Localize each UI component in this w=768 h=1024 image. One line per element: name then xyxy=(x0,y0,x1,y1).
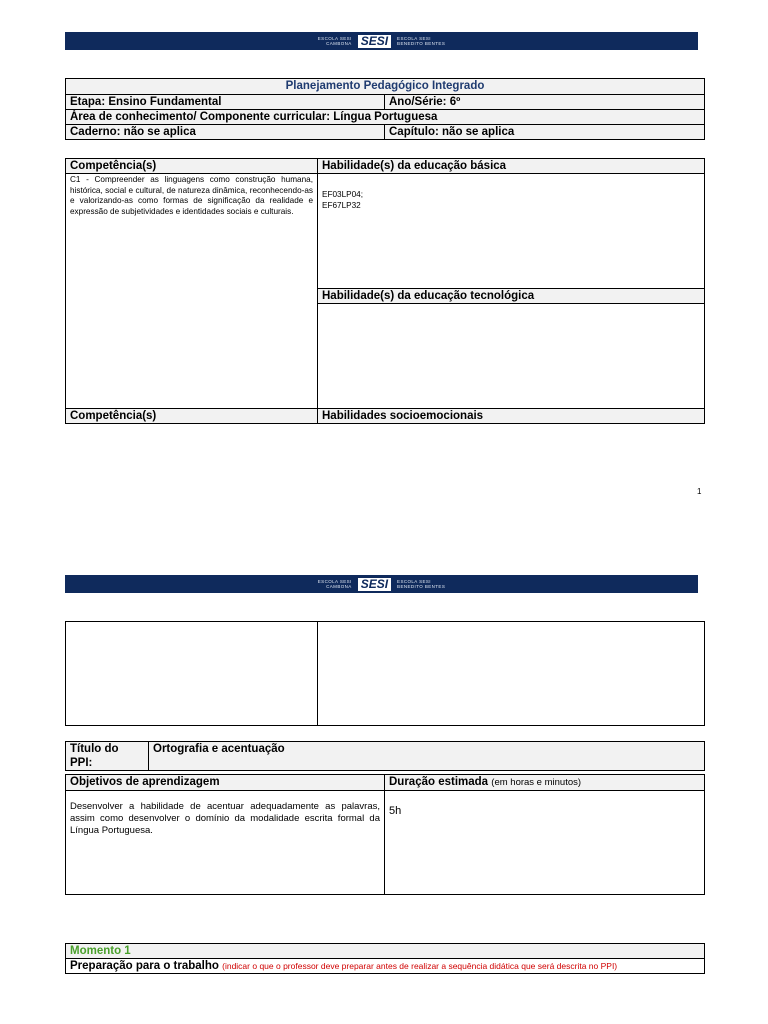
banner-right-text: ESCOLA SESI BENEDITO BENTES xyxy=(397,36,446,46)
banner-right-text: ESCOLA SESI BENEDITO BENTES xyxy=(397,579,446,589)
banner-left-text: ESCOLA SESI CAMBONA xyxy=(317,579,352,589)
etapa-cell: Etapa: Ensino Fundamental xyxy=(66,95,385,110)
preparacao-note: (indicar o que o professor deve preparar antes de realizar a sequência didática que será descrita no PPI) xyxy=(222,961,618,971)
caderno-cell: Caderno: não se aplica xyxy=(66,125,385,140)
competencia-header-2: Competência(s) xyxy=(66,409,318,424)
momento-table xyxy=(65,943,705,974)
competencia-continuation xyxy=(66,622,318,726)
duracao-header: Duração estimada (em horas e minutos) xyxy=(385,775,705,791)
document-title: Planejamento Pedagógico Integrado xyxy=(66,79,705,95)
objetivos-content xyxy=(66,791,385,895)
continuation-table xyxy=(65,621,705,726)
hab-tec-header: Habilidade(s) da educação tecnológica xyxy=(318,289,705,304)
hab-basica-content xyxy=(318,174,705,289)
hab-basica-code: EF67LP32 xyxy=(322,200,361,210)
objetivos-table xyxy=(65,774,705,895)
school-banner xyxy=(65,575,698,593)
duracao-value: 5h xyxy=(389,805,402,817)
objetivos-header: Objetivos de aprendizagem xyxy=(66,775,385,791)
ppi-label: Título do PPI: xyxy=(66,742,149,771)
preparacao-label: Preparação para o trabalho xyxy=(70,960,219,972)
sesi-logo: SESI xyxy=(358,35,391,48)
capitulo-cell: Capítulo: não se aplica xyxy=(385,125,705,140)
objetivos-text: Desenvolver a habilidade de acentuar adequadamente as palavras, assim como desenvolver o domínio da modalidade escrita formal da Língua Portuguesa. xyxy=(70,801,380,836)
competencias-table xyxy=(65,158,705,424)
hab-basica-code: EF03LP04; xyxy=(322,190,363,199)
momento-title: Momento 1 xyxy=(66,944,705,959)
hab-basica-header: Habilidade(s) da educação básica xyxy=(318,159,705,174)
duracao-content xyxy=(385,791,705,895)
competencia-text: C1 - Compreender as linguagens como construção humana, histórica, social e cultural, de natureza dinâmica, reconhecendo-as e valorizando-as como formas de significação da realidade e expressão de subjetividades e identidades sociais e culturais. xyxy=(66,174,318,409)
hab-socio-header: Habilidades socioemocionais xyxy=(318,409,705,424)
page-number: 1 xyxy=(697,487,702,496)
preparacao-row xyxy=(66,959,705,974)
area-cell: Área de conhecimento/ Componente curricular: Língua Portuguesa xyxy=(66,110,705,125)
ppi-title: Ortografia e acentuação xyxy=(149,742,705,771)
competencia-header: Competência(s) xyxy=(66,159,318,174)
sesi-logo: SESI xyxy=(358,578,391,591)
school-banner xyxy=(65,32,698,50)
ppi-table xyxy=(65,741,705,771)
duracao-note: (em horas e minutos) xyxy=(491,777,582,788)
banner-left-text: ESCOLA SESI CAMBONA xyxy=(317,36,352,46)
hab-tec-content xyxy=(318,304,705,409)
hab-socio-continuation xyxy=(318,622,705,726)
ano-serie-cell: Ano/Série: 6º xyxy=(385,95,705,110)
header-table xyxy=(65,78,705,140)
